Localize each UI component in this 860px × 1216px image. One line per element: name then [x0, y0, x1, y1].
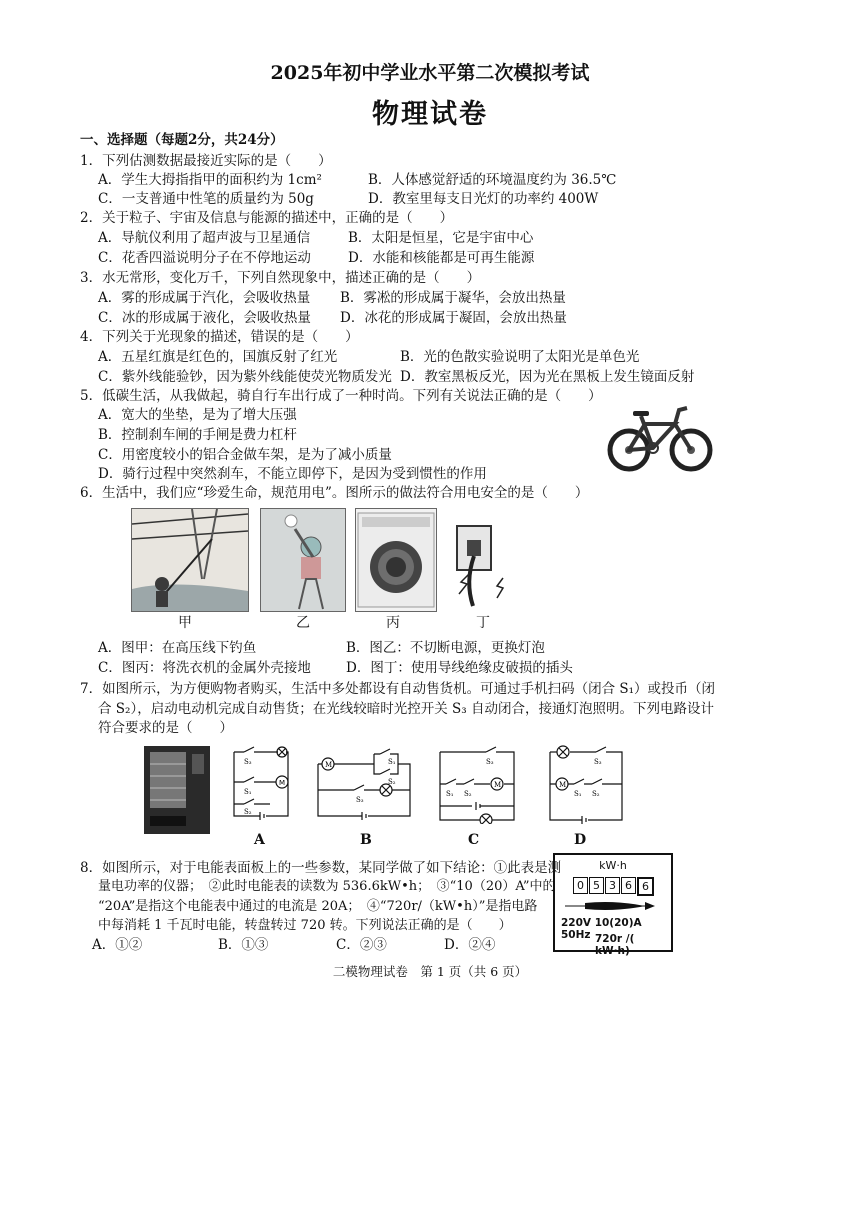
- q7-stem-line3: 符合要求的是（ ）: [98, 720, 233, 736]
- q5-stem: 5．低碳生活，从我做起，骑自行车出行成了一种时尚。下列有关说法正确的是（ ）: [80, 388, 602, 404]
- q6-figure-ding: [445, 522, 515, 610]
- svg-text:S₁: S₁: [446, 790, 454, 798]
- q5-option-a: A．宽大的坐垫，是为了增大压强: [98, 407, 297, 423]
- meter-digit: 0: [573, 877, 588, 894]
- svg-text:S₂: S₂: [388, 778, 396, 786]
- q1-option-a: A．学生大拇指指甲的面积约为 1cm²: [98, 172, 322, 188]
- q6-option-a: A．图甲：在高压线下钓鱼: [98, 640, 257, 656]
- svg-text:S₃: S₃: [244, 758, 252, 766]
- q5-option-c: C．用密度较小的铝合金做车架，是为了减小质量: [98, 447, 392, 463]
- q8-stem-line3: “20A”是指这个电能表中通过的电流是 20A； ④“720r/（kW•h）”是指电路: [98, 899, 538, 914]
- q7-stem-line2: 合 S₂），启动电动机完成自动售货；在光线较暗时光控开关 S₃ 自动闭合，接通灯泡照明。下列电路设计: [98, 701, 714, 717]
- meter-digit: 5: [589, 877, 604, 894]
- q1-option-d: D．教室里每支日光灯的功率约 400W: [368, 191, 599, 207]
- svg-text:S₃: S₃: [486, 758, 494, 766]
- svg-text:M: M: [494, 781, 502, 789]
- q6-caption-bing: 丙: [386, 615, 400, 631]
- q8-option-c: C．②③: [336, 937, 387, 953]
- q3-option-a: A．雾的形成属于汽化，会吸收热量: [98, 290, 311, 306]
- q4-option-a: A．五星红旗是红色的，国旗反射了红光: [98, 349, 338, 365]
- q6-option-c: C．图丙：将洗衣机的金属外壳接地: [98, 660, 311, 676]
- meter-revolutions: 720r /( kW·h): [595, 933, 635, 957]
- bicycle-image: [605, 398, 715, 478]
- svg-text:M: M: [559, 781, 567, 789]
- q7-option-a-label: A: [254, 832, 265, 848]
- q4-option-b: B．光的色散实验说明了太阳光是单色光: [400, 349, 640, 365]
- q8-option-d: D．②④: [444, 937, 496, 953]
- energy-meter-figure: [553, 853, 673, 957]
- q1-option-b: B．人体感觉舒适的环境温度约为 36.5℃: [368, 172, 617, 188]
- subject-title: 物理试卷: [372, 99, 488, 130]
- q5-option-d: D．骑行过程中突然刹车，不能立即停下，是因为受到惯性的作用: [98, 466, 487, 482]
- q4-stem: 4．下列关于光现象的描述，错误的是（ ）: [80, 329, 359, 345]
- q7-circuit-a: [230, 744, 290, 824]
- meter-digit: 6: [621, 877, 636, 894]
- q2-option-b: B．太阳是恒星，它是宇宙中心: [348, 230, 534, 246]
- q2-option-c: C．花香四溢说明分子在不停地运动: [98, 250, 311, 266]
- svg-text:S₁: S₁: [388, 758, 396, 766]
- exam-title: 2025年初中学业水平第二次模拟考试: [270, 62, 590, 84]
- svg-text:S₃: S₃: [356, 796, 364, 804]
- q4-option-c: C．紫外线能验钞，因为紫外线能使荧光物质发光: [98, 369, 392, 385]
- section-title: 一、选择题（每题2分，共24分）: [80, 132, 284, 148]
- svg-text:S₂: S₂: [244, 808, 252, 816]
- svg-text:S₂: S₂: [464, 790, 472, 798]
- q6-option-d: D．图丁：使用导线绝缘皮破损的插头: [346, 660, 573, 676]
- q2-option-a: A．导航仪利用了超声波与卫星通信: [98, 230, 311, 246]
- q3-option-b: B．雾凇的形成属于凝华，会放出热量: [340, 290, 566, 306]
- q3-option-d: D．冰花的形成属于凝固，会放出热量: [340, 310, 567, 326]
- q1-stem: 1．下列估测数据最接近实际的是（ ）: [80, 153, 332, 169]
- q3-option-c: C．冰的形成属于液化，会吸收热量: [98, 310, 311, 326]
- q6-caption-jia: 甲: [178, 615, 192, 631]
- q8-option-a: A．①②: [92, 937, 143, 953]
- page-footer: 二模物理试卷 第 1 页（共 6 页）: [332, 964, 528, 979]
- q7-option-d-label: D: [574, 832, 587, 848]
- meter-digit: 3: [605, 877, 620, 894]
- q5-option-b: B．控制刹车闸的手闸是费力杠杆: [98, 427, 297, 443]
- q6-option-b: B．图乙：不切断电源，更换灯泡: [346, 640, 545, 656]
- q7-circuit-c: [436, 744, 518, 824]
- q6-figure-yi: [260, 508, 346, 612]
- q6-figure-bing: [355, 508, 437, 612]
- svg-text:S₂: S₂: [592, 790, 600, 798]
- q6-caption-yi: 乙: [296, 615, 310, 631]
- svg-text:S₁: S₁: [574, 790, 582, 798]
- q8-stem-line1: 8．如图所示，对于电能表面板上的一些参数，某同学做了如下结论：①此表是测: [80, 860, 562, 876]
- meter-digits: [573, 877, 655, 896]
- q8-option-b: B．①③: [218, 937, 269, 953]
- vending-machine-image: [142, 744, 212, 836]
- meter-disc-icon: [565, 901, 657, 911]
- q4-option-d: D．教室黑板反光，因为光在黑板上发生镜面反射: [400, 369, 695, 385]
- q7-stem-line1: 7．如图所示，为方便购物者购买，生活中多处都设有自动售货机。可通过手机扫码（闭合 S₁）或投币（闭: [80, 681, 716, 697]
- q2-stem: 2．关于粒子、宇宙及信息与能源的描述中，正确的是（ ）: [80, 210, 454, 226]
- svg-text:S₃: S₃: [594, 758, 602, 766]
- q2-option-d: D．水能和核能都是可再生能源: [348, 250, 535, 266]
- q7-option-b-label: B: [360, 832, 372, 848]
- meter-digit-decimal: 6: [637, 877, 654, 896]
- q7-option-c-label: C: [468, 832, 480, 848]
- q7-circuit-d: [546, 744, 626, 824]
- q6-stem: 6．生活中，我们应“珍爱生命，规范用电”。图所示的做法符合用电安全的是（ ）: [80, 485, 589, 501]
- q8-stem-line4: 中每消耗 1 千瓦时电能，转盘转过 720 转。下列说法正确的是（ ）: [98, 918, 512, 933]
- q1-option-c: C．一支普通中性笔的质量约为 50g: [98, 191, 314, 207]
- meter-rating: 220V 10(20)A 50Hz: [561, 917, 642, 941]
- svg-text:M: M: [325, 761, 333, 769]
- svg-text:S₁: S₁: [244, 788, 252, 796]
- q8-stem-line2: 量电功率的仪器； ②此时电能表的读数为 536.6kW•h； ③“10（20）A”中的: [98, 879, 556, 894]
- q6-figure-jia: [131, 508, 249, 612]
- q3-stem: 3．水无常形，变化万千，下列自然现象中，描述正确的是（ ）: [80, 270, 481, 286]
- q6-caption-ding: 丁: [476, 615, 490, 631]
- meter-unit: kW·h: [599, 859, 627, 872]
- q7-circuit-b: [314, 744, 414, 824]
- svg-text:M: M: [279, 779, 286, 787]
